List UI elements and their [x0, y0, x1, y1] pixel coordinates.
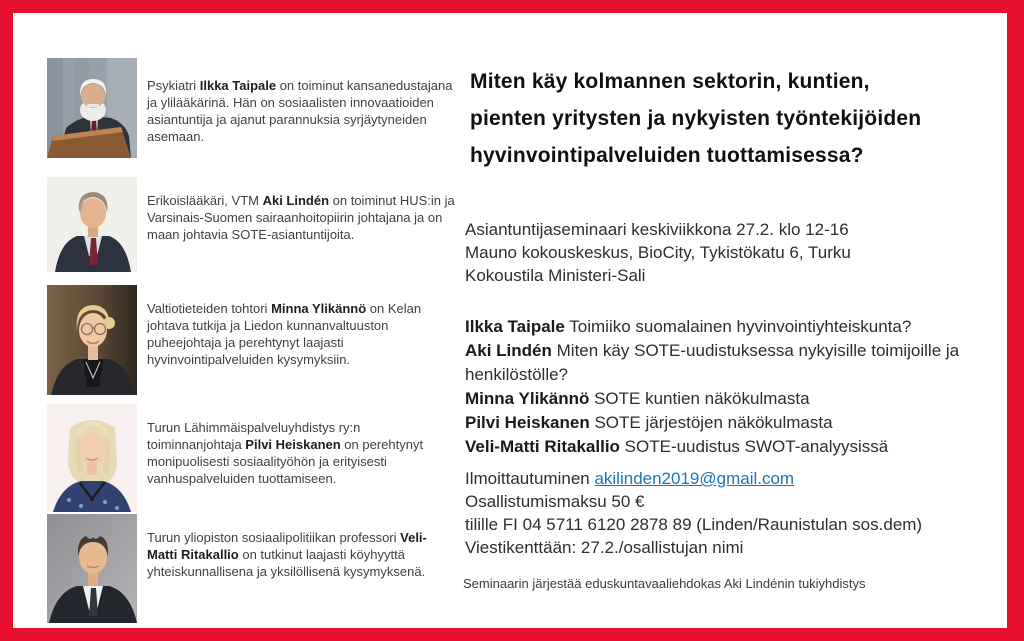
registration-signup-label: Ilmoittautuminen: [465, 469, 595, 488]
bio-text: on tutkinut laajasti köyhyyttä yhteiskunnallisena ja yksilöllisenä kysymyksenä.: [147, 547, 426, 579]
bio-text: on toiminut HUS:in ja Varsinais-Suomen sairaanhoitopiirin johtajana ja on maan johtavia SOTE-asiantuntijoita.: [147, 193, 455, 242]
title-line-1: Miten käy kolmannen sektorin, kuntien,: [470, 70, 870, 93]
aki-linden-portrait-illustration: [47, 177, 137, 272]
title-line-2: pienten yritysten ja nykyisten työntekijöiden: [470, 107, 922, 130]
bio-speaker-name: Pilvi Heiskanen: [245, 437, 341, 452]
registration-account-line: tilille FI 04 5711 6120 2878 89 (Linden/Raunistulan sos.dem): [465, 515, 923, 534]
program-item: [465, 411, 1005, 435]
bio-prefix: Turun yliopiston sosiaalipolitiikan professori: [147, 530, 401, 545]
seminar-title: [470, 63, 1015, 174]
registration-email-link[interactable]: akilinden2019@gmail.com: [594, 469, 795, 488]
event-details: [465, 218, 1010, 287]
program-speaker-name: Aki Lindén: [465, 341, 552, 360]
bio-pilvi-heiskanen: [147, 419, 457, 487]
program-topic: SOTE järjestöjen näkökulmasta: [589, 413, 833, 432]
pilvi-heiskanen-portrait: [47, 404, 137, 512]
registration-message-line: Viestikenttään: 27.2./osallistujan nimi: [465, 538, 744, 557]
veli-matti-ritakallio-portrait: [47, 514, 137, 623]
event-date-time: Asiantuntijaseminaari keskiviikkona 27.2. klo 12-16: [465, 220, 849, 239]
event-room: Kokoustila Ministeri-Sali: [465, 266, 646, 285]
program-topic: Toimiiko suomalainen hyvinvointiyhteiskunta?: [564, 317, 912, 336]
program-topic: SOTE-uudistus SWOT-analyysissä: [619, 437, 889, 456]
minna-ylikanno-portrait-illustration: [47, 285, 137, 395]
program-speaker-name: Pilvi Heiskanen: [465, 413, 590, 432]
registration-fee-line: Osallistumismaksu 50 €: [465, 492, 645, 511]
program-item: [465, 435, 1005, 459]
organizer-note: Seminaarin järjestää eduskuntavaaliehdokas Aki Lindénin tukiyhdistys: [463, 576, 866, 591]
bio-veli-matti-ritakallio: [147, 529, 457, 580]
veli-matti-ritakallio-portrait-illustration: [47, 514, 137, 623]
registration-signup-line: [465, 467, 1010, 490]
program-speaker-name: Ilkka Taipale: [465, 317, 565, 336]
title-line-3: hyvinvointipalveluiden tuottamisessa?: [470, 144, 864, 167]
program-list: [465, 315, 1005, 459]
program-item: [465, 339, 1005, 387]
event-venue: Mauno kokouskeskus, BioCity, Tykistökatu 6, Turku: [465, 243, 851, 262]
program-item: [465, 315, 1005, 339]
bio-ilkka-taipale: [147, 77, 457, 145]
bio-prefix: Psykiatri: [147, 78, 200, 93]
program-speaker-name: Veli-Matti Ritakallio: [465, 437, 620, 456]
bio-aki-linden: [147, 192, 457, 243]
bio-speaker-name: Ilkka Taipale: [199, 78, 277, 93]
bio-prefix: Valtiotieteiden tohtori: [147, 301, 272, 316]
minna-ylikanno-portrait: [47, 285, 137, 395]
bio-prefix: Erikoislääkäri, VTM: [147, 193, 263, 208]
program-topic: Miten käy SOTE-uudistuksessa nykyisille toimijoille ja henkilöstölle?: [465, 341, 960, 384]
registration-info: [465, 467, 1010, 559]
bio-text: on perehtynyt monipuolisesti sosiaalityöhön ja erityisesti vanhuspalveluiden tuottamiseen.: [147, 437, 424, 486]
bio-text: on Kelan johtava tutkija ja Liedon kunnanvaltuuston puheejohtaja ja perehtynyt laajasti hyvinvointipalveluiden kysymyksiin.: [147, 301, 422, 367]
program-topic: SOTE kuntien näkökulmasta: [589, 389, 810, 408]
program-speaker-name: Minna Ylikännö: [465, 389, 590, 408]
bio-minna-ylikanno: [147, 300, 457, 368]
bio-prefix: Turun Lähimmäispalveluyhdistys ry:n toiminnanjohtaja: [147, 420, 361, 452]
bio-speaker-name: Veli-Matti Ritakallio: [147, 530, 427, 562]
bio-speaker-name: Minna Ylikännö: [271, 301, 367, 316]
pilvi-heiskanen-portrait-illustration: [47, 404, 137, 512]
aki-linden-portrait: [47, 177, 137, 272]
ilkka-taipale-portrait: [47, 58, 137, 158]
bio-speaker-name: Aki Lindén: [262, 193, 330, 208]
bio-text: on toiminut kansanedustajana ja ylilääkärinä. Hän on sosiaalisten innovaatioiden asiantuntija ja ajanut parannuksia syrjäytyneiden asemaan.: [147, 78, 453, 144]
program-item: [465, 387, 1005, 411]
ilkka-taipale-portrait-illustration: [47, 58, 137, 158]
